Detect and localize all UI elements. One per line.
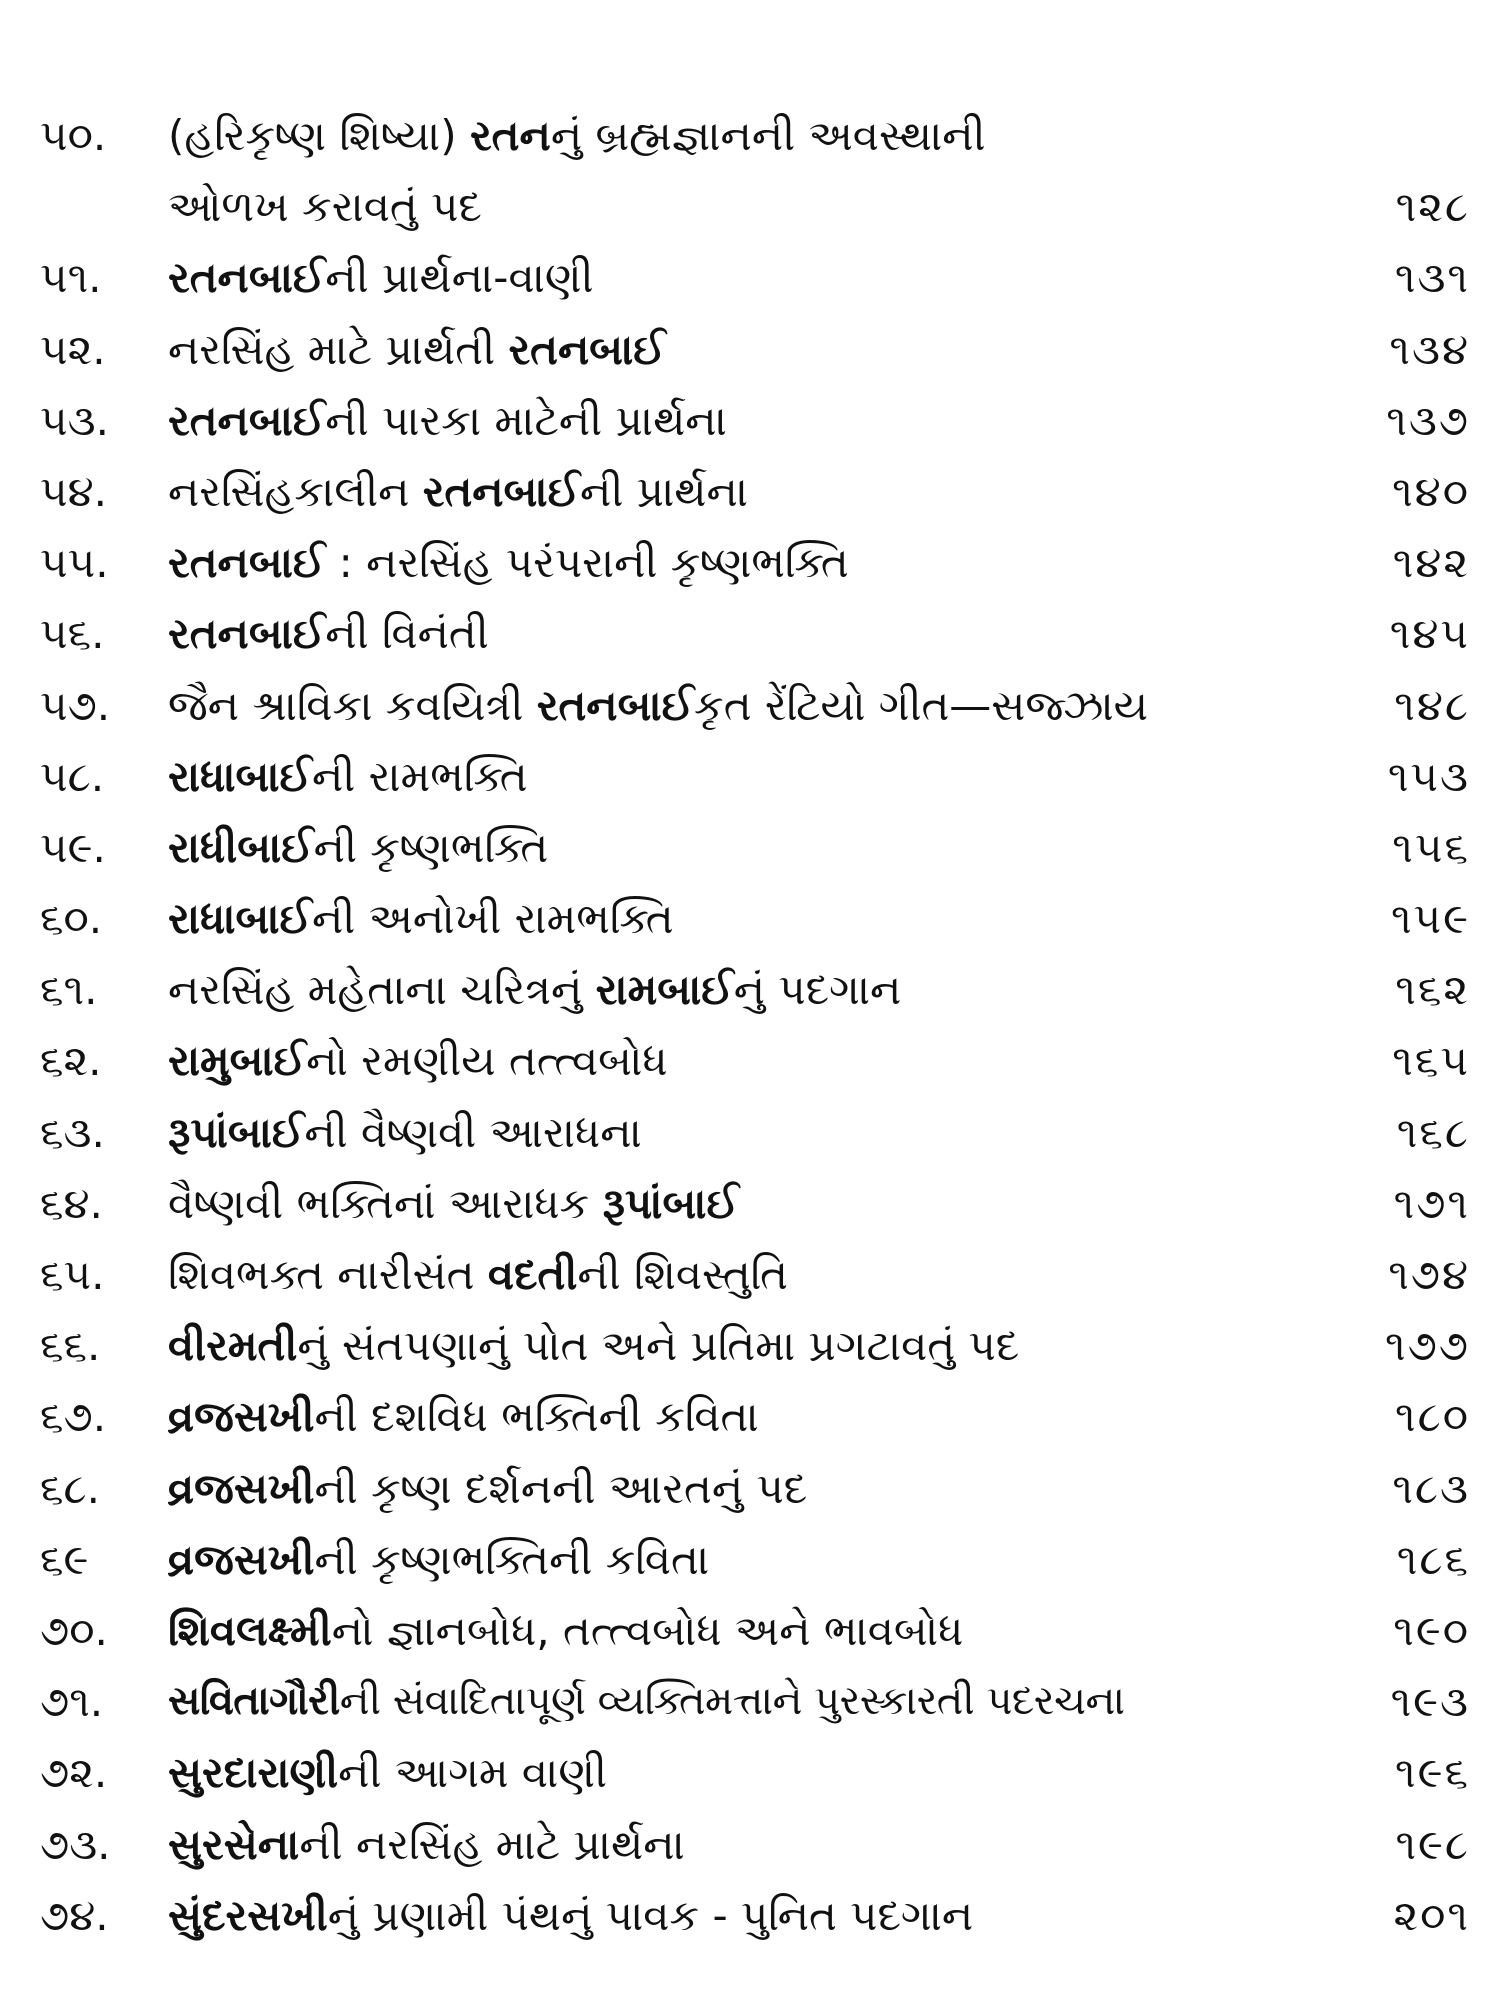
entry-page-number: ૧૩૧ — [1394, 253, 1470, 303]
entry-number: ૭૦. — [40, 1605, 108, 1655]
entry-number: ૫૪. — [40, 466, 107, 516]
entry-number: ૫૫. — [40, 538, 109, 588]
entry-title-author: રતનબાઈ — [168, 395, 326, 445]
entry-title-suffix: કૃત રેંટિયો ગીત—સજ્ઝાય — [694, 680, 1149, 730]
entry-title-author: રતનબાઈ — [536, 680, 695, 730]
entry-title-author: રામબાઈ — [595, 965, 734, 1015]
entry-title — [168, 100, 1328, 171]
entry-title-author: સુંદરસખી — [168, 1890, 328, 1940]
toc-entry — [0, 1168, 1500, 1239]
toc-entry — [0, 242, 1500, 313]
entry-title-suffix: ની આગમ વાણી — [338, 1748, 607, 1798]
entry-title-author: રતનબાઈ — [168, 609, 326, 659]
entry-title — [168, 314, 1328, 385]
toc-entry — [0, 527, 1500, 598]
entry-number: ૬૬. — [40, 1321, 101, 1371]
entry-title — [168, 1880, 1328, 1951]
entry-number: ૬૨. — [40, 1036, 102, 1086]
entry-page-number: ૧૩૪ — [1389, 324, 1470, 374]
entry-title-prefix: વૈષ્ણવી ભક્તિનાં આરાધક — [168, 1178, 603, 1228]
entry-title-suffix: ની દશવિધ ભક્તિની કવિતા — [314, 1392, 759, 1442]
entry-title-author: રૂપાંબાઈ — [602, 1178, 739, 1228]
entry-number: ૬૭. — [40, 1392, 107, 1442]
toc-entry — [0, 1025, 1500, 1096]
entry-number: ૫૮. — [40, 751, 105, 801]
entry-number: ૭૨. — [40, 1748, 108, 1798]
entry-page-number: ૧૭૪ — [1388, 1250, 1470, 1299]
entry-title-suffix: ની શિવસ્તુતિ — [577, 1250, 789, 1299]
entry-title-prefix: જૈન શ્રાવિકા કવયિત્રી — [168, 680, 537, 730]
entry-page-number: ૧૩૭ — [1386, 395, 1470, 445]
entry-title-author: રતનબાઈ — [168, 538, 326, 588]
entry-number: ૬૫. — [40, 1250, 105, 1299]
entry-page-number: ૧૪૨ — [1392, 538, 1470, 588]
entry-page-number: ૧૫૩ — [1387, 751, 1470, 801]
entry-title-author: રતનબાઈ — [168, 253, 326, 303]
entry-title-suffix: ની કૃષ્ણ દર્શનની આરતનું પદ — [314, 1463, 808, 1513]
entry-title-suffix: ની પારકા માટેની પ્રાર્થના — [325, 395, 727, 445]
entry-title-suffix: નો રમણીય તત્ત્વબોધ — [306, 1036, 668, 1086]
entry-title — [168, 1239, 1328, 1310]
entry-title-suffix: ની પ્રાર્થના-વાણી — [325, 253, 594, 303]
toc-entry — [0, 1310, 1500, 1381]
entry-title-suffix: નું પ્રણામી પંથનું પાવક - પુનિત પદગાન — [327, 1890, 974, 1940]
entry-page-number: ૧૪૮ — [1394, 680, 1470, 730]
entry-page-number: ૧૯૦ — [1393, 1605, 1470, 1655]
entry-title-author: રાધાબાઈ — [168, 751, 312, 801]
entry-title-suffix: ની કૃષ્ણભક્તિની કવિતા — [314, 1534, 710, 1584]
toc-entry — [0, 171, 1500, 242]
entry-title — [168, 1524, 1328, 1595]
entry-title — [168, 1097, 1328, 1168]
entry-page-number: ૧૨૮ — [1395, 182, 1470, 232]
entry-title — [168, 242, 1328, 313]
entry-number: ૫૬. — [40, 609, 105, 659]
entry-title-suffix: ની અનોખી રામભક્તિ — [311, 894, 674, 944]
entry-title — [168, 1737, 1328, 1808]
entry-title-suffix: : નરસિંહ પરંપરાની કૃષ્ણભક્તિ — [325, 538, 849, 588]
toc-entry — [0, 1595, 1500, 1666]
entry-title — [168, 670, 1328, 741]
entry-number: ૫૯. — [40, 822, 106, 872]
entry-title-author: રામુબાઈ — [168, 1036, 307, 1086]
entry-title-author: વ્રજસખી — [168, 1392, 315, 1442]
entry-page-number: ૧૯૬ — [1395, 1748, 1470, 1798]
toc-entry — [0, 812, 1500, 883]
entry-number: ૫૦. — [40, 111, 107, 160]
entry-title — [168, 1168, 1328, 1239]
entry-page-number: ૧૮૦ — [1395, 1392, 1470, 1442]
entry-title-author: વ્રજસખી — [168, 1534, 315, 1584]
entry-page-number: ૧૯૮ — [1395, 1819, 1470, 1869]
toc-entry — [0, 1453, 1500, 1524]
entry-title — [168, 954, 1328, 1025]
entry-title — [168, 598, 1328, 669]
entry-title — [168, 1809, 1328, 1880]
entry-page-number: ૧૭૧ — [1393, 1178, 1470, 1228]
entry-number: ૭૧. — [40, 1677, 104, 1727]
entry-title-author: વદતી — [487, 1250, 578, 1299]
entry-page-number: ૧૬૨ — [1395, 965, 1470, 1015]
entry-number: ૫૨. — [40, 324, 106, 374]
entry-title — [168, 1595, 1328, 1666]
entry-title-author: શિવલક્ષ્મી — [168, 1605, 332, 1655]
entry-title-suffix: ની પ્રાર્થના — [580, 466, 749, 516]
entry-title-prefix: નરસિંહકાલીન — [168, 466, 423, 516]
entry-title-prefix: શિવભક્ત નારીસંત — [168, 1250, 488, 1299]
entry-number: ૭૪. — [40, 1890, 109, 1940]
entry-title — [168, 171, 1328, 242]
toc-entry — [0, 1737, 1500, 1808]
entry-page-number: ૧૬૫ — [1392, 1036, 1470, 1086]
entry-title-author: રતનબાઈ — [508, 324, 666, 374]
entry-title — [168, 527, 1328, 598]
entry-title-suffix: નું પદગાન — [733, 965, 902, 1015]
entry-title — [168, 385, 1328, 456]
toc-entry — [0, 1239, 1500, 1310]
entry-title-suffix: નું સંતપણાનું પોત અને પ્રતિમા પ્રગટાવતું પદ — [297, 1321, 1020, 1371]
entry-title — [168, 456, 1328, 527]
entry-title-suffix: ની સંવાદિતાપૂર્ણ વ્યક્તિમત્તાને પુરસ્કારતી પદરચના — [339, 1678, 1125, 1725]
entry-title-author: રાધાબાઈ — [168, 894, 312, 944]
toc-entry — [0, 385, 1500, 456]
entry-title — [168, 1666, 1328, 1737]
entry-title — [168, 1025, 1328, 1096]
entry-page-number: ૧૬૮ — [1396, 1107, 1470, 1157]
toc-entry — [0, 670, 1500, 741]
entry-page-number: ૧૫૯ — [1390, 894, 1470, 944]
entry-page-number: ૧૫૬ — [1392, 822, 1470, 872]
toc-entry — [0, 883, 1500, 954]
entry-number: ૬૪. — [40, 1178, 103, 1228]
entry-number: ૬૧. — [40, 965, 98, 1015]
entry-number: ૬૩. — [40, 1107, 105, 1157]
entry-title-suffix: ની વૈષ્ણવી આરાધના — [304, 1107, 642, 1157]
entry-number: ૭૩. — [40, 1819, 111, 1869]
toc-entry — [0, 1880, 1500, 1951]
toc-entry — [0, 1809, 1500, 1880]
entry-page-number: ૧૮૬ — [1396, 1534, 1470, 1584]
toc-entry — [0, 741, 1500, 812]
entry-title-author: વીરમતી — [168, 1321, 298, 1371]
entry-number: ૫૭. — [40, 680, 111, 730]
entry-title-author: રૂપાંબાઈ — [168, 1107, 305, 1157]
entry-title-suffix: નું બ્રહ્મજ્ઞાનની અવસ્થાની — [550, 111, 986, 160]
entry-title-suffix: નો જ્ઞાનબોધ, તત્ત્વબોધ અને ભાવબોધ — [331, 1605, 964, 1655]
entry-title-suffix: ની નરસિંહ માટે પ્રાર્થના — [299, 1819, 685, 1869]
entry-number: ૬૮. — [40, 1463, 100, 1513]
entry-page-number: ૧૭૭ — [1385, 1321, 1470, 1371]
entry-title-prefix: નરસિંહ માટે પ્રાર્થતી — [168, 324, 509, 374]
entry-number: ૬૯ — [40, 1534, 89, 1584]
entry-page-number: ૧૪૫ — [1389, 609, 1470, 659]
toc-entry — [0, 456, 1500, 527]
toc-entry — [0, 1097, 1500, 1168]
entry-title-prefix: (હરિકૃષ્ણ શિષ્યા) — [168, 111, 470, 160]
entry-number: ૫૧. — [40, 253, 102, 303]
entry-title-prefix: નરસિંહ મહેતાના ચરિત્રનું — [168, 965, 596, 1015]
entry-title-suffix: ની વિનંતી — [325, 609, 489, 659]
entry-title-author: સુરદારાણી — [168, 1748, 339, 1798]
entry-title — [168, 883, 1328, 954]
toc-entry — [0, 1524, 1500, 1595]
entry-title — [168, 812, 1328, 883]
entry-number: ૫૩. — [40, 395, 109, 445]
toc-entry — [0, 954, 1500, 1025]
entry-title-suffix: ની રામભક્તિ — [311, 751, 528, 801]
entry-title-author: સુરસેના — [168, 1819, 300, 1869]
toc-entry — [0, 1381, 1500, 1452]
entry-page-number: ૧૮૩ — [1392, 1463, 1470, 1513]
entry-title-prefix: ઓળખ કરાવતું પદ — [168, 182, 482, 232]
entry-title-author: વ્રજસખી — [168, 1463, 315, 1513]
toc-entry — [0, 598, 1500, 669]
entry-title-author: રતનબાઈ — [422, 466, 581, 516]
entry-title — [168, 1453, 1328, 1524]
entry-title-author: રાધીબાઈ — [168, 822, 314, 872]
entry-number: ૬૦. — [40, 894, 103, 944]
entry-title — [168, 1310, 1328, 1381]
entry-title — [168, 741, 1328, 812]
entry-page-number: ૨૦૧ — [1393, 1890, 1470, 1940]
entry-page-number: ૧૪૦ — [1392, 466, 1470, 516]
entry-title-author: સવિતાગૌરી — [168, 1678, 340, 1725]
entry-page-number: ૧૯૩ — [1390, 1677, 1470, 1727]
entry-title — [168, 1381, 1328, 1452]
entry-title-author: રતન — [469, 111, 551, 160]
toc-entry — [0, 1666, 1500, 1737]
toc-entry — [0, 100, 1500, 171]
table-of-contents — [0, 100, 1500, 1951]
toc-entry — [0, 314, 1500, 385]
entry-title-suffix: ની કૃષ્ણભક્તિ — [313, 822, 549, 872]
